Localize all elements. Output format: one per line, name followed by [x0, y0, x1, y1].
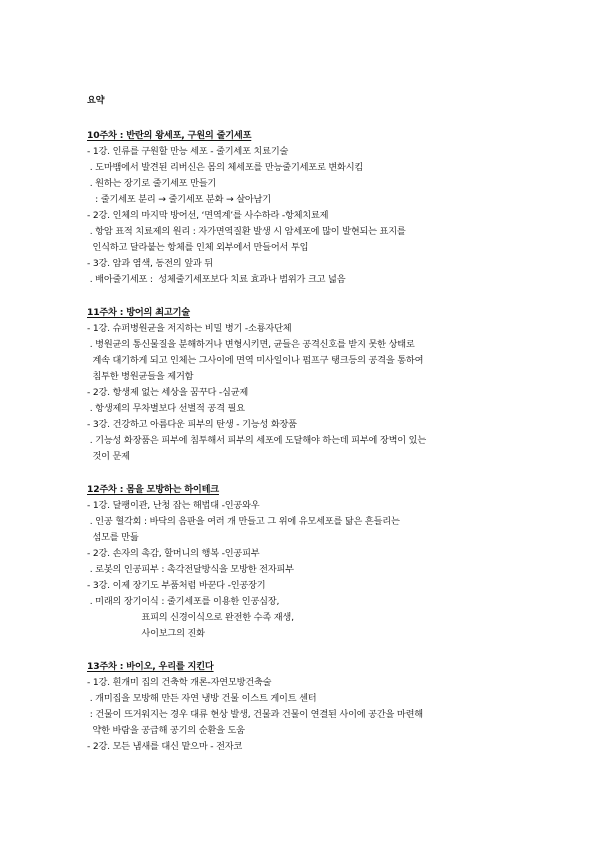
- text-line: . 개미집을 모방해 만든 자연 냉방 건물 이스트 게이트 센터: [87, 693, 317, 704]
- text-line: : 건물이 뜨거워지는 경우 대류 현상 발생, 건물과 건물이 연결된 사이에 공간을 마련해: [87, 709, 423, 720]
- text-line: - 2강. 인체의 마지막 방어선, ‘면역계’를 사수하라 -항체치료제: [87, 210, 329, 221]
- text-line: 침투한 병원균들을 제거함: [87, 371, 194, 382]
- text-line: 표피의 신경이식으로 완전한 수족 재생,: [87, 612, 294, 623]
- document-title: 요약: [87, 95, 105, 106]
- text-line: - 3강. 건강하고 아름다운 피부의 탄생 - 기능성 화장품: [87, 419, 297, 430]
- text-line: - 1강. 인류를 구원할 만능 세포 - 줄기세포 치료기술: [87, 146, 289, 157]
- text-line: : 줄기세포 분리 → 줄기세포 분화 → 살아남기: [87, 194, 271, 205]
- text-line: 인식하고 달라붙는 항체를 인체 외부에서 만들어서 투입: [87, 242, 309, 253]
- text-line: . 기능성 화장품은 피부에 침투해서 피부의 세포에 도달해야 하는데 피부에 장벽이 있는: [87, 435, 426, 446]
- text-line: - 1강. 달팽이관, 난청 잡는 해법대 -인공와우: [87, 500, 260, 511]
- text-line: - 1강. 흰개미 집의 건축학 개론-자연모방건축술: [87, 677, 272, 688]
- text-line: . 병원균의 통신물질을 분해하거나 변형시키면, 균들은 공격신호를 받지 못한 상태로: [87, 339, 415, 350]
- text-line: . 로봇의 인공피부 : 촉각전달방식을 모방한 전자피부: [87, 564, 294, 575]
- text-line: . 배아줄기세포 : 성체줄기세포보다 치료 효과나 범위가 크고 넓음: [87, 274, 346, 285]
- text-line: - 3강. 암과 염색, 동전의 앞과 뒤: [87, 258, 213, 269]
- text-line: . 원하는 장기로 줄기세포 만들기: [87, 178, 217, 189]
- text-line: . 인공 혈각회 : 바닥의 음판을 여러 개 만들고 그 위에 유모세포를 닮은 흔들리는: [87, 516, 400, 527]
- text-line: . 미래의 장기이식 : 줄기세포를 이용한 인공심장,: [87, 596, 280, 607]
- text-line: - 1강. 슈퍼병원균을 저지하는 비밀 병기 -소룡자단체: [87, 323, 292, 334]
- text-line: . 항암 표적 치료제의 원리 : 자가면역질환 발생 시 암세포에 많이 발현되는 표지를: [87, 226, 406, 237]
- section-heading: 12주차 : 몸을 모방하는 하이테크: [87, 484, 219, 495]
- text-line: 것이 문제: [87, 451, 130, 462]
- text-line: 약한 바람을 공급해 공기의 순환을 도움: [87, 725, 245, 736]
- text-line: - 2강. 손자의 촉감, 할머니의 행복 -인공피부: [87, 548, 260, 559]
- text-line: 사이보그의 진화: [87, 628, 205, 639]
- text-line: 계속 대기하게 되고 인체는 그사이에 면역 미사일이나 펌프구 탱크등의 공격을 통하여: [87, 355, 424, 366]
- text-line: - 3강. 이제 장기도 부품처럼 바꾼다 -인공장기: [87, 580, 266, 591]
- section-heading: 10주차 : 반란의 왕세포, 구원의 줄기세포: [87, 130, 252, 141]
- section-heading: 13주차 : 바이오, 우리를 지킨다: [87, 661, 214, 672]
- text-line: . 항생제의 무차별보다 선별적 공격 필요: [87, 403, 245, 414]
- text-line: - 2강. 모든 냄새를 대신 맡으마 - 전자코: [87, 741, 243, 752]
- text-line: 섬모를 만듦: [87, 532, 139, 543]
- section-heading: 11주차 : 방어의 최고기술: [87, 307, 190, 318]
- text-line: - 2강. 항생제 없는 세상을 꿈꾸다 -심균제: [87, 387, 249, 398]
- text-line: . 도마뱀에서 발견된 리버신은 몸의 체세포를 만능줄기세포로 변화시킴: [87, 162, 364, 173]
